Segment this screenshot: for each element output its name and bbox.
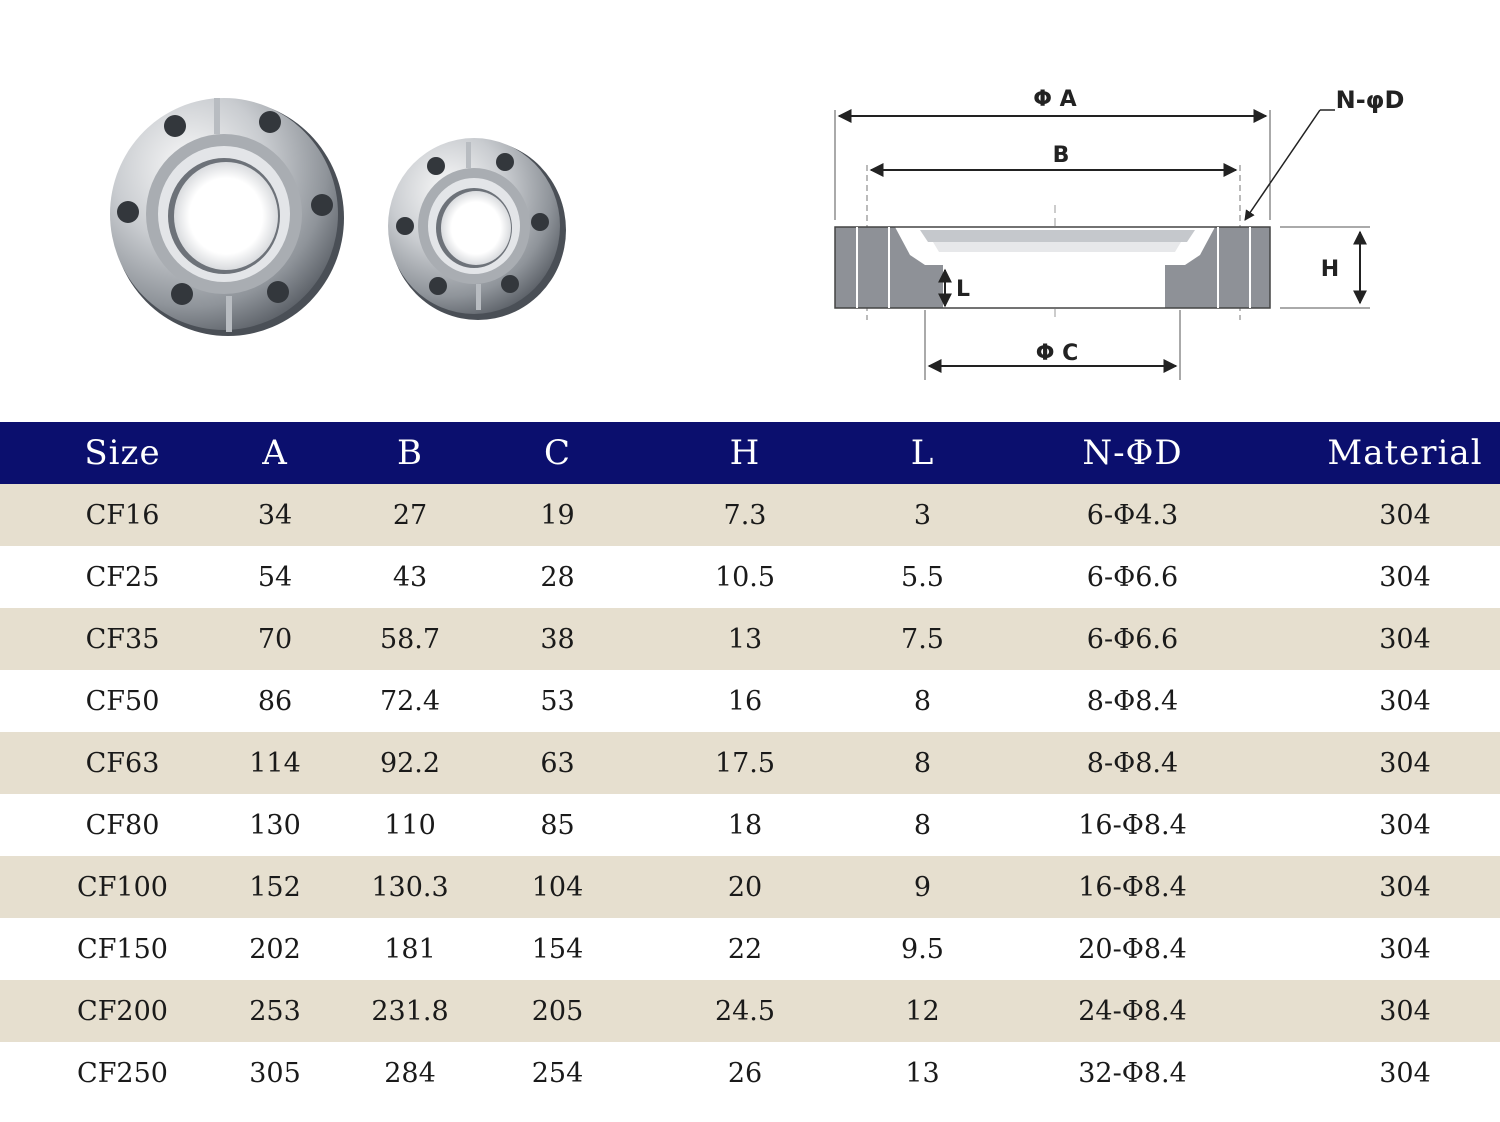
cell-size: CF25	[0, 546, 245, 608]
table-row	[0, 794, 1500, 856]
cell-nd: 8-Φ8.4	[955, 670, 1310, 732]
cell-l: 12	[890, 980, 955, 1042]
cell-c: 254	[515, 1042, 600, 1104]
cell-l: 5.5	[890, 546, 955, 608]
cell-h: 22	[600, 918, 890, 980]
cell-size: CF35	[0, 608, 245, 670]
cell-nd: 16-Φ8.4	[955, 794, 1310, 856]
flange-photo	[80, 70, 600, 370]
cell-a: 86	[245, 670, 305, 732]
table-row	[0, 670, 1500, 732]
cell-c: 154	[515, 918, 600, 980]
cell-nd: 6-Φ6.6	[955, 546, 1310, 608]
cell-l: 9.5	[890, 918, 955, 980]
label-nd: N-φD	[1335, 86, 1405, 114]
table-header-row	[0, 422, 1500, 484]
cell-c: 85	[515, 794, 600, 856]
header-a: A	[245, 422, 305, 484]
cell-size: CF50	[0, 670, 245, 732]
header-h: H	[600, 422, 890, 484]
cell-nd: 8-Φ8.4	[955, 732, 1310, 794]
cell-h: 18	[600, 794, 890, 856]
cell-nd: 16-Φ8.4	[955, 856, 1310, 918]
header-nd: N-ΦD	[955, 422, 1310, 484]
cell-c: 28	[515, 546, 600, 608]
cell-material: 304	[1310, 732, 1500, 794]
cell-c: 63	[515, 732, 600, 794]
cell-nd: 24-Φ8.4	[955, 980, 1310, 1042]
table-row	[0, 856, 1500, 918]
cell-a: 202	[245, 918, 305, 980]
cell-l: 3	[890, 484, 955, 546]
cell-l: 8	[890, 732, 955, 794]
cell-material: 304	[1310, 484, 1500, 546]
label-b: B	[1052, 143, 1070, 168]
label-a: Φ A	[1033, 87, 1077, 112]
cell-a: 70	[245, 608, 305, 670]
cell-material: 304	[1310, 1042, 1500, 1104]
cell-b: 92.2	[305, 732, 515, 794]
cell-a: 253	[245, 980, 305, 1042]
cell-a: 152	[245, 856, 305, 918]
cell-material: 304	[1310, 670, 1500, 732]
dimension-diagram	[815, 70, 1435, 400]
cell-size: CF250	[0, 1042, 245, 1104]
cell-b: 130.3	[305, 856, 515, 918]
cell-material: 304	[1310, 980, 1500, 1042]
cell-a: 34	[245, 484, 305, 546]
table-row	[0, 1042, 1500, 1104]
cell-size: CF16	[0, 484, 245, 546]
cell-material: 304	[1310, 856, 1500, 918]
cell-nd: 20-Φ8.4	[955, 918, 1310, 980]
cell-l: 13	[890, 1042, 955, 1104]
label-c: Φ C	[1035, 341, 1079, 366]
header-b: B	[305, 422, 515, 484]
cell-material: 304	[1310, 546, 1500, 608]
cell-size: CF200	[0, 980, 245, 1042]
cell-nd: 32-Φ8.4	[955, 1042, 1310, 1104]
cell-c: 53	[515, 670, 600, 732]
cell-c: 104	[515, 856, 600, 918]
cell-size: CF63	[0, 732, 245, 794]
table-row	[0, 608, 1500, 670]
cell-b: 58.7	[305, 608, 515, 670]
cell-material: 304	[1310, 794, 1500, 856]
cell-material: 304	[1310, 608, 1500, 670]
table-body	[0, 484, 1500, 1104]
hero-section	[0, 0, 1500, 422]
cell-size: CF80	[0, 794, 245, 856]
cell-c: 19	[515, 484, 600, 546]
cell-h: 16	[600, 670, 890, 732]
cell-nd: 6-Φ4.3	[955, 484, 1310, 546]
header-c: C	[515, 422, 600, 484]
small-flange	[388, 138, 566, 320]
table-row	[0, 732, 1500, 794]
cell-a: 305	[245, 1042, 305, 1104]
label-h: H	[1320, 257, 1340, 282]
cell-b: 43	[305, 546, 515, 608]
table-row	[0, 918, 1500, 980]
cell-b: 231.8	[305, 980, 515, 1042]
table-row	[0, 484, 1500, 546]
cell-a: 114	[245, 732, 305, 794]
label-l: L	[955, 277, 971, 302]
cell-b: 284	[305, 1042, 515, 1104]
cell-b: 181	[305, 918, 515, 980]
cell-b: 72.4	[305, 670, 515, 732]
header-size: Size	[0, 422, 245, 484]
table-row	[0, 980, 1500, 1042]
large-flange	[110, 98, 344, 336]
cell-b: 110	[305, 794, 515, 856]
cell-l: 7.5	[890, 608, 955, 670]
cell-l: 9	[890, 856, 955, 918]
table-row	[0, 546, 1500, 608]
cell-size: CF150	[0, 918, 245, 980]
cell-nd: 6-Φ6.6	[955, 608, 1310, 670]
cell-h: 24.5	[600, 980, 890, 1042]
cell-size: CF100	[0, 856, 245, 918]
cell-h: 20	[600, 856, 890, 918]
cell-l: 8	[890, 670, 955, 732]
cell-material: 304	[1310, 918, 1500, 980]
cell-h: 13	[600, 608, 890, 670]
cell-c: 38	[515, 608, 600, 670]
cell-h: 7.3	[600, 484, 890, 546]
spec-table	[0, 422, 1500, 1104]
cell-h: 17.5	[600, 732, 890, 794]
cell-h: 10.5	[600, 546, 890, 608]
cell-a: 54	[245, 546, 305, 608]
header-l: L	[890, 422, 955, 484]
header-material: Material	[1310, 422, 1500, 484]
cell-l: 8	[890, 794, 955, 856]
cell-c: 205	[515, 980, 600, 1042]
cell-b: 27	[305, 484, 515, 546]
cell-h: 26	[600, 1042, 890, 1104]
cell-a: 130	[245, 794, 305, 856]
